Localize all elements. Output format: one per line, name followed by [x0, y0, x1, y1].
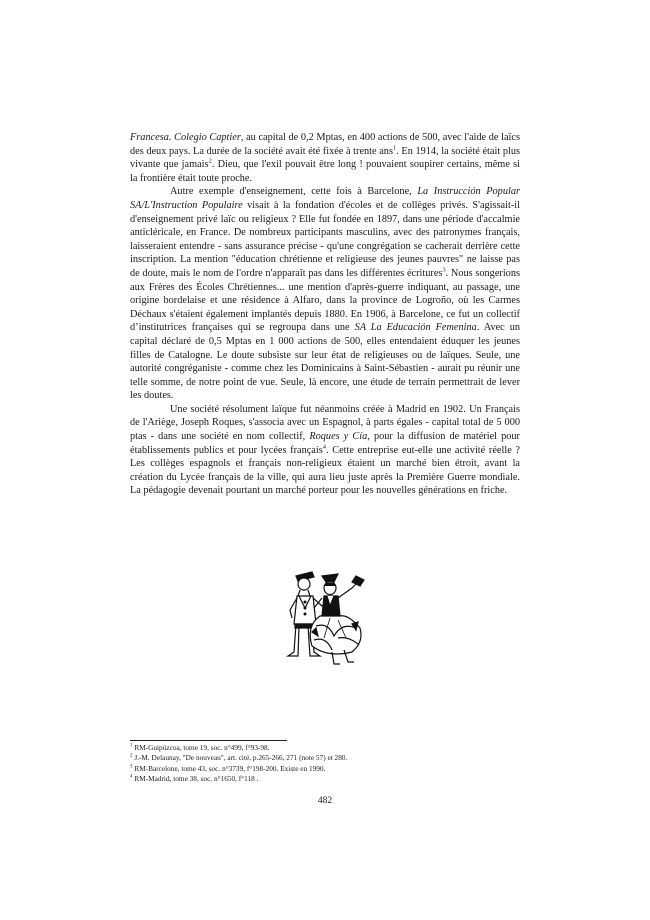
- text-run: . En 1914, la société était plus vivante que jamais: [130, 145, 520, 171]
- woman-figure: [310, 574, 364, 664]
- paragraph-3: [130, 403, 520, 498]
- page-number: 482: [317, 796, 333, 806]
- footnote-3: [130, 764, 520, 774]
- footnote-text: RM-Madrid, tome 38, soc. n°1650, f°118 .: [132, 774, 259, 784]
- paragraph-2: [130, 185, 520, 403]
- footnote-number: 3: [130, 764, 133, 770]
- italic-text: SA La Educación Femenina: [354, 322, 477, 334]
- body-text: [130, 131, 520, 498]
- italic-text: Francesa. Colegio Captier: [130, 132, 241, 143]
- footnote-separator: [130, 740, 287, 741]
- footnote-4: [130, 774, 520, 784]
- text-run: visait à la fondation d'écoles et de collèges privés. S'agissait-il d'enseignement privé laïc ou religieux ? Elle fut fondée en 1897, dans une période d'accalmie anticléricale, en France. De nombreux participants masculins, avec des patronymes français, laisseraient entendre - sans assurance précise - qu'une congrégation se cacherait derrière cette inscription. La mention "éducation chrétienne et religieuse des jeunes pauvres" ne laisse pas de doute, mais le nom de l'ordre n'apparaît pas dans les différentes écritures: [130, 199, 520, 279]
- dancing-couple-illustration: [272, 566, 384, 670]
- text-run: . Nous songerions aux Frères des Écoles Chrétiennes... une mention d'après-guerre indiquant, au passage, une origine bordelaise et une résidence à Alfaro, dans la province de Logroño, où les Carmes Déchaux s'étaient également implantés depuis 1880. En 1906, à Barcelone, ce fut un collectif d’institutrices françaises qui se regroupa dans une: [130, 267, 520, 334]
- footnotes: [130, 743, 520, 785]
- footnote-text: J.-M. Delaunay, "De nouveau", art. cité, p.265-266, 271 (note 57) et 280.: [132, 753, 348, 763]
- footnote-number: 4: [130, 774, 133, 780]
- footnote-ref-3[interactable]: 3: [442, 266, 446, 274]
- text-run: . Cette entreprise eut-elle une activité réelle ? Les collèges espagnols et français non-religieux étaient un marché bien étroit, avant la création du Lycée français de la ville, qui aura lieu juste après la Première Guerre mondiale. La pédagogie devenait pourtant un marché porteur pour les nouvelles générations en friche.: [130, 444, 520, 497]
- footnote-text: RM-Barcelone, tome 43, soc. n°3739, f°198-200. Existe en 1990.: [132, 763, 326, 773]
- footnote-1: [130, 743, 520, 753]
- footnote-number: 2: [130, 753, 133, 759]
- footnote-2: [130, 753, 520, 763]
- text-run: Autre exemple d'enseignement, cette fois à Barcelone,: [170, 186, 418, 198]
- footnote-ref-1[interactable]: 1: [392, 144, 397, 152]
- text-run: . Avec un capital déclaré de 0,5 Mptas en 1 000 actions de 500, elles entendaient éduquer les jeunes filles de Catalogne. Le doute subsiste sur leur état de religieuses ou de laïques. Seule, une autorité congréganiste - comme chez les Dominicains à Saint-Sébastien - aurait pu réunir une telle somme, de notre point de vue. Seule, là encore, une étude de terrain permettrait de lever les doutes.: [130, 322, 520, 402]
- italic-text: La Instrucción Popular SA/L'Instruction Populaire: [130, 186, 520, 211]
- paragraph-1: [130, 131, 520, 185]
- text-run: Une société résolument laïque fut néanmoins créée à Madrid en 1902. Un Français de l'Ariège, Joseph Roques, s'associa avec un Espagnol, à parts égales - capital total de 5 000 ptas - dans une société en nom collectif,: [130, 403, 520, 443]
- footnote-text: RM-Guipúzcoa, tome 19, soc. n°499, f°93-98.: [132, 743, 270, 752]
- text-run: , pour la diffusion de matériel pour établissements publics et pour lycées français: [130, 431, 520, 456]
- footnote-number: 1: [130, 743, 133, 749]
- footnote-ref-2[interactable]: 2: [208, 157, 212, 165]
- italic-text: Roques y Cía: [309, 431, 368, 443]
- footnote-ref-4[interactable]: 4: [322, 443, 326, 451]
- text-run: . Dieu, que l'exil pouvait être long ! pouvaient soupirer certains, même si la frontière était toute proche.: [130, 159, 521, 184]
- text-run: , au capital de 0,2 Mptas, en 400 actions de 500, avec l'aide de laïcs des deux pays. La durée de la société avait été fixée à trente ans: [130, 132, 520, 157]
